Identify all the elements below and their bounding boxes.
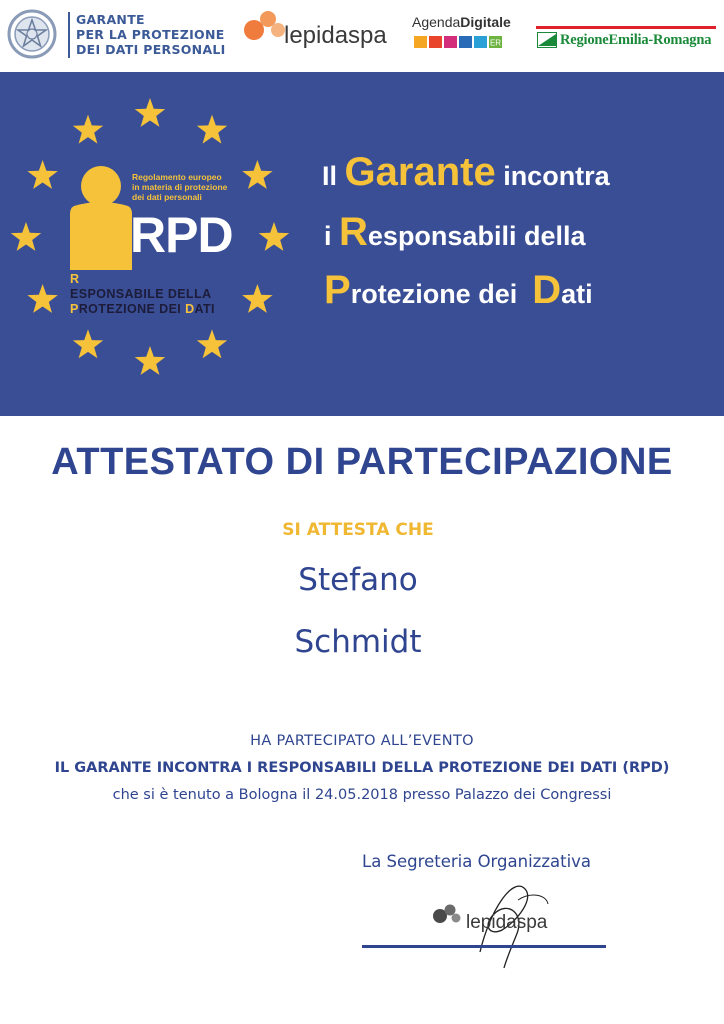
participant-first-name: Stefano bbox=[298, 562, 418, 598]
agenda-digitale-logo bbox=[412, 14, 522, 54]
rpd-sub-rest-2: ATI bbox=[194, 302, 215, 316]
agenda-word-bold: Digitale bbox=[460, 14, 511, 30]
rpd-sub-line-2 bbox=[70, 302, 215, 317]
star-icon bbox=[197, 329, 227, 358]
headline-l1-post: incontra bbox=[495, 161, 610, 191]
rpd-sub-cap-p: P bbox=[70, 302, 79, 316]
rpd-sub-cap-d: D bbox=[185, 302, 195, 316]
garante-divider bbox=[68, 12, 70, 58]
participant-last-name: Schmidt bbox=[294, 624, 422, 660]
agenda-color-squares-icon bbox=[414, 35, 518, 49]
headline-line-2 bbox=[324, 210, 586, 254]
headline-l1-pre: Il bbox=[322, 161, 345, 191]
regione-wordmark: RegioneEmilia-Romagna bbox=[560, 32, 712, 48]
garante-logo bbox=[6, 6, 236, 64]
headline-line-1 bbox=[322, 150, 610, 194]
headline-cap-d: D bbox=[532, 268, 562, 312]
certificate-title: ATTESTATO DI PARTECIPAZIONE bbox=[51, 441, 673, 483]
headline-garante: Garante bbox=[344, 150, 496, 194]
rpd-logo bbox=[60, 168, 260, 318]
signature-line bbox=[362, 945, 606, 948]
logo-bar bbox=[0, 0, 724, 72]
headline-l2-pre: i bbox=[324, 221, 340, 251]
headline-line-3 bbox=[324, 268, 593, 312]
agenda-badge: ER bbox=[489, 38, 502, 48]
agenda-word-light: Agenda bbox=[412, 14, 461, 30]
event-banner bbox=[0, 72, 724, 416]
star-icon bbox=[135, 98, 165, 127]
lepida-wordmark: lepidaspa bbox=[284, 22, 387, 49]
star-icon bbox=[73, 329, 103, 358]
event-details: che si è tenuto a Bologna il 24.05.2018 presso Palazzo dei Congressi bbox=[112, 787, 612, 803]
rpd-sub-line-1 bbox=[70, 272, 215, 302]
garante-line-3: DEI DATI PERSONALI bbox=[76, 42, 226, 57]
garante-wordmark bbox=[76, 12, 226, 57]
rpd-sub-cap-r: R bbox=[70, 272, 80, 286]
garante-line-1: GARANTE bbox=[76, 12, 145, 27]
rpd-regulation-text bbox=[132, 172, 227, 202]
star-icon bbox=[11, 222, 41, 251]
star-icon bbox=[135, 346, 165, 375]
rpd-sub-mid-2: ROTEZIONE DEI bbox=[78, 302, 186, 316]
handwritten-signature-stamp bbox=[420, 870, 580, 970]
attests-that-label: SI ATTESTA CHE bbox=[282, 520, 434, 540]
rpd-subtitle bbox=[70, 272, 215, 317]
svg-text:lepidaspa: lepidaspa bbox=[466, 912, 548, 933]
signatory-label: La Segreteria Organizzativa bbox=[362, 852, 592, 871]
rpd-acronym: RPD bbox=[130, 207, 233, 263]
regione-flag-icon bbox=[537, 32, 557, 48]
headline-cap-p: P bbox=[324, 268, 351, 312]
headline-l3-post: ati bbox=[561, 279, 593, 309]
event-name: IL GARANTE INCONTRA I RESPONSABILI DELLA PROTEZIONE DEI DATI (RPD) bbox=[54, 760, 670, 776]
lepida-dots-icon bbox=[240, 8, 288, 48]
agenda-wordmark bbox=[412, 14, 511, 30]
event-intro: HA PARTECIPATO ALL’EVENTO bbox=[250, 733, 474, 749]
regione-red-line bbox=[536, 26, 716, 29]
rpd-small-line-1: Regolamento europeo bbox=[132, 172, 222, 182]
headline-l2-post: esponsabili della bbox=[367, 221, 586, 251]
headline-cap-r: R bbox=[339, 210, 368, 254]
garante-line-2: PER LA PROTEZIONE bbox=[76, 27, 225, 42]
star-icon bbox=[27, 160, 57, 189]
regione-logo bbox=[536, 26, 718, 54]
rpd-small-line-3: dei dati personali bbox=[132, 192, 202, 202]
star-icon bbox=[27, 284, 57, 313]
star-icon bbox=[259, 222, 289, 251]
rpd-small-line-2: in materia di protezione bbox=[132, 182, 228, 192]
italian-republic-emblem-icon bbox=[6, 8, 58, 60]
rpd-sub-rest-1: ESPONSABILE DELLA bbox=[70, 287, 212, 301]
star-icon bbox=[197, 115, 227, 144]
star-icon bbox=[73, 115, 103, 144]
lepida-logo bbox=[240, 8, 400, 56]
person-silhouette-icon bbox=[68, 166, 134, 274]
headline-l3-mid: rotezione dei bbox=[350, 279, 533, 309]
